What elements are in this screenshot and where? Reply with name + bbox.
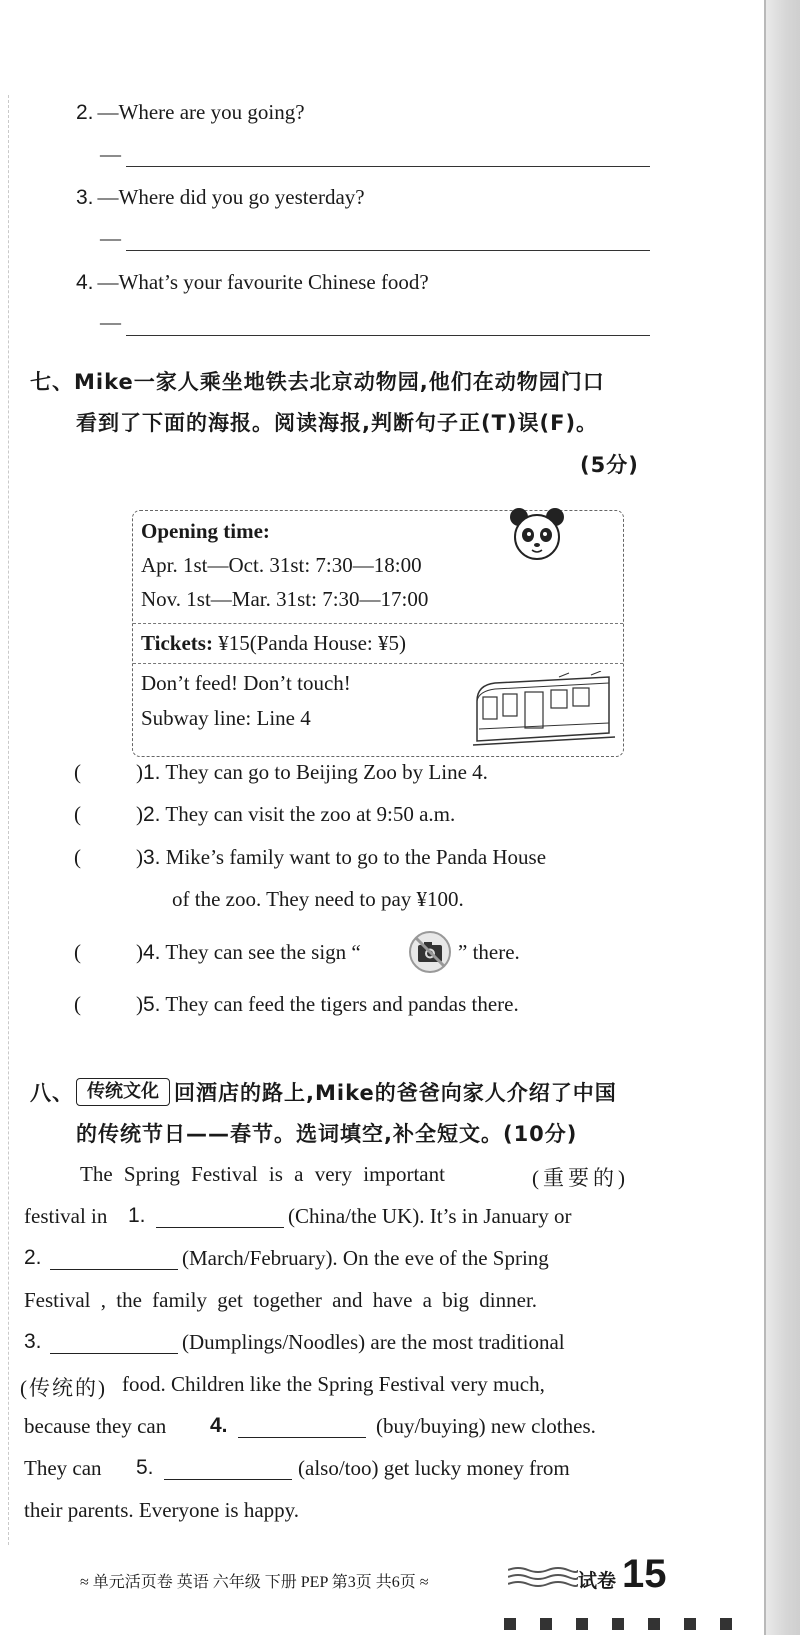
print-mark	[720, 1618, 732, 1630]
section-8-title-line1: 回酒店的路上,Mike的爸爸向家人介绍了中国	[174, 1081, 617, 1105]
subway-train-icon	[469, 671, 619, 751]
passage-line-4: Festival , the family get together and have a big dinner.	[24, 1288, 538, 1312]
footer-wave-decoration	[508, 1562, 578, 1592]
passage-line-7b: (buy/buying) new clothes.	[376, 1414, 596, 1438]
print-mark	[540, 1618, 552, 1630]
print-mark	[504, 1618, 516, 1630]
tf-item-1: )1. They can go to Beijing Zoo by Line 4.	[136, 760, 488, 784]
tf-item-4: )4. They can see the sign “	[136, 940, 361, 964]
answer-dash-4: —	[100, 310, 121, 334]
blank-1-number: 1.	[128, 1204, 146, 1227]
tf-bracket-open-1[interactable]: (	[74, 760, 81, 784]
passage-line-6b: food. Children like the Spring Festival very much,	[122, 1372, 545, 1396]
blank-5[interactable]	[164, 1479, 292, 1480]
poster-rules: Don’t feed! Don’t touch!	[141, 671, 351, 695]
tf-item-4-after: ” there.	[458, 940, 520, 964]
passage-line-3b: (March/February). On the eve of the Spring	[182, 1246, 549, 1270]
section-7-title-line1: 七、Mike一家人乘坐地铁去北京动物园,他们在动物园门口	[30, 370, 605, 394]
poster-time-1: Apr. 1st—Oct. 31st: 7:30—18:00	[141, 553, 422, 577]
tf-item-2: )2. They can visit the zoo at 9:50 a.m.	[136, 802, 456, 826]
print-mark	[684, 1618, 696, 1630]
poster-time-2: Nov. 1st—Mar. 31st: 7:30—17:00	[141, 587, 429, 611]
print-mark	[612, 1618, 624, 1630]
tf-item-3: )3. Mike’s family want to go to the Panda House	[136, 845, 547, 869]
no-camera-icon	[408, 930, 452, 974]
answer-line-3[interactable]	[126, 250, 650, 251]
answer-dash-2: —	[100, 142, 121, 166]
poster-tickets-label: Tickets:	[141, 631, 213, 655]
poster-tickets	[141, 631, 406, 656]
page-edge-shadow	[766, 0, 800, 1635]
question-2: 2. —Where are you going?	[76, 100, 305, 124]
question-3: 3. —Where did you go yesterday?	[76, 185, 365, 209]
tf-bracket-open-4[interactable]: (	[74, 940, 81, 964]
section-8-prefix: 八、	[30, 1081, 74, 1105]
poster-subway: Subway line: Line 4	[141, 706, 311, 730]
passage-line-1-gloss: (重要的)	[532, 1166, 629, 1190]
blank-3-number: 3.	[24, 1330, 42, 1353]
print-mark	[576, 1618, 588, 1630]
blank-4[interactable]	[238, 1437, 366, 1438]
passage-line-5b: (Dumplings/Noodles) are the most traditional	[182, 1330, 565, 1354]
tf-item-3-continued: of the zoo. They need to pay ¥100.	[172, 887, 464, 911]
passage-line-8a: They can	[24, 1456, 102, 1480]
blank-5-number: 5.	[136, 1456, 154, 1479]
section-8-title-line2: 的传统节日——春节。选词填空,补全短文。(10分)	[76, 1122, 578, 1146]
section-7-score: (5分)	[580, 453, 639, 477]
binding-margin-line	[8, 95, 10, 1545]
blank-2-number: 2.	[24, 1246, 42, 1269]
passage-line-1: The Spring Festival is a very important	[80, 1162, 445, 1186]
poster-divider-2	[133, 663, 623, 664]
page-number: 15	[622, 1552, 667, 1596]
answer-line-2[interactable]	[126, 166, 650, 167]
footer-label: 试卷	[578, 1570, 617, 1592]
tf-bracket-open-3[interactable]: (	[74, 845, 81, 869]
poster-divider-1	[133, 623, 623, 624]
answer-line-4[interactable]	[126, 335, 650, 336]
blank-2[interactable]	[50, 1269, 178, 1270]
passage-line-6a: (传统的)	[20, 1376, 107, 1400]
passage-line-9: their parents. Everyone is happy.	[24, 1498, 300, 1522]
answer-dash-3: —	[100, 226, 121, 250]
tf-bracket-open-2[interactable]: (	[74, 802, 81, 826]
page-edge-line	[764, 0, 766, 1635]
question-4: 4. —What’s your favourite Chinese food?	[76, 270, 429, 294]
traditional-culture-tag: 传统文化	[76, 1078, 170, 1106]
zoo-poster	[132, 510, 624, 757]
tf-bracket-open-5[interactable]: (	[74, 992, 81, 1016]
passage-line-2b: (China/the UK). It’s in January or	[288, 1204, 572, 1228]
poster-tickets-value: ¥15(Panda House: ¥5)	[212, 631, 407, 655]
poster-heading: Opening time:	[141, 519, 270, 543]
panda-icon	[507, 505, 567, 563]
blank-1[interactable]	[156, 1227, 284, 1228]
blank-3[interactable]	[50, 1353, 178, 1354]
print-mark	[648, 1618, 660, 1630]
passage-line-8b: (also/too) get lucky money from	[298, 1456, 570, 1480]
passage-line-7a: because they can	[24, 1414, 167, 1438]
section-7-title-line2: 看到了下面的海报。阅读海报,判断句子正(T)误(F)。	[76, 411, 599, 435]
tf-item-5: )5. They can feed the tigers and pandas there.	[136, 992, 519, 1016]
footer-info: ≈ 单元活页卷 英语 六年级 下册 PEP 第3页 共6页 ≈	[80, 1574, 429, 1591]
passage-line-2a: festival in	[24, 1204, 108, 1228]
blank-4-number: 4.	[210, 1414, 228, 1437]
